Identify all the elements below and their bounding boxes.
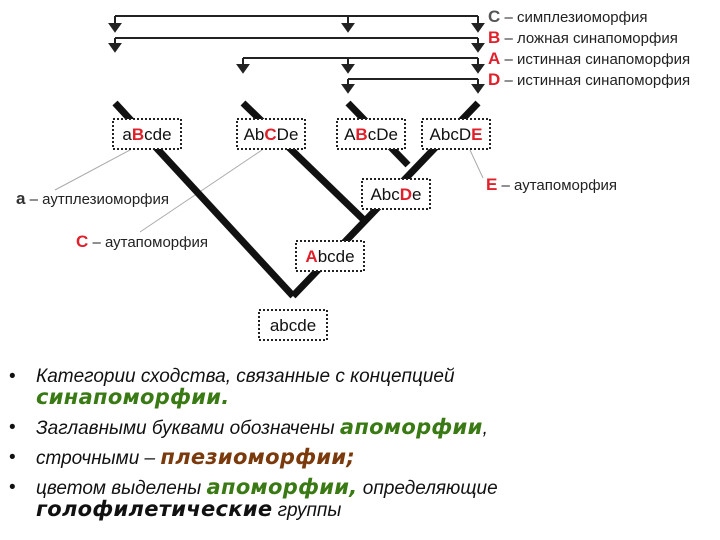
- bullet-dot: •: [9, 366, 16, 387]
- bullet-item-4: [0, 477, 720, 521]
- bullet-2-keyword: апоморфии: [339, 415, 483, 439]
- bullet-item-1: [0, 366, 720, 409]
- svg-text:ABcDe: ABcDe: [344, 125, 398, 144]
- svg-text:abcde: abcde: [269, 316, 317, 335]
- annotation-e: E – аутапоморфия: [486, 175, 618, 194]
- side-annotations: [16, 175, 617, 251]
- box-taxon3: [337, 119, 405, 149]
- bullet-dot: •: [9, 447, 16, 468]
- bullet-3-text: строчными –: [36, 448, 161, 469]
- svg-text:aBcde: aBcde: [122, 125, 172, 144]
- bullet-1-keyword: синапоморфии.: [36, 385, 230, 409]
- box-taxon1: [113, 119, 181, 149]
- box-root: [259, 310, 327, 340]
- box-taxon4: [422, 119, 490, 149]
- legend: [488, 7, 690, 89]
- bullet-list: [0, 366, 720, 529]
- bullet-2-text: Заглавными буквами обозначены: [36, 418, 340, 439]
- box-node-a: [296, 241, 364, 271]
- bullet-dot: •: [9, 417, 16, 438]
- annotation-c: C – аутапоморфия: [76, 232, 208, 251]
- bullet-dot: •: [9, 477, 16, 498]
- bullet-4-text: цветом выделены: [36, 478, 207, 499]
- legend-b: B – ложная синапоморфия: [488, 28, 678, 47]
- svg-text:AbCDe: AbCDe: [243, 125, 299, 144]
- bullet-item-3: [0, 447, 720, 469]
- annotation-a: a – аутплезиоморфия: [16, 189, 170, 208]
- legend-a: A – истинная синапоморфия: [488, 49, 691, 68]
- bullet-3-keyword: плезиоморфии;: [160, 445, 356, 469]
- legend-arrows: [110, 16, 483, 92]
- svg-text:AbcDe: AbcDe: [370, 185, 422, 204]
- box-node-d: [362, 179, 430, 209]
- bullet-4-keyword: апоморфии,: [206, 475, 358, 499]
- legend-c: C – симплезиоморфия: [488, 7, 648, 26]
- svg-text:AbcDE: AbcDE: [429, 125, 483, 144]
- legend-d: D – истинная синапоморфия: [488, 70, 691, 89]
- bullet-1-text: Категории сходства, связанные с концепцией: [36, 366, 455, 387]
- bullet-2-punct: ,: [482, 418, 488, 439]
- bullet-item-2: [0, 417, 720, 439]
- bullet-4-text-2: определяющие: [357, 478, 498, 499]
- box-taxon2: [237, 119, 305, 149]
- bullet-4-text-3: группы: [272, 500, 342, 521]
- bullet-4-keyword-2: голофилетические: [36, 497, 273, 521]
- svg-text:Abcde: Abcde: [305, 247, 355, 266]
